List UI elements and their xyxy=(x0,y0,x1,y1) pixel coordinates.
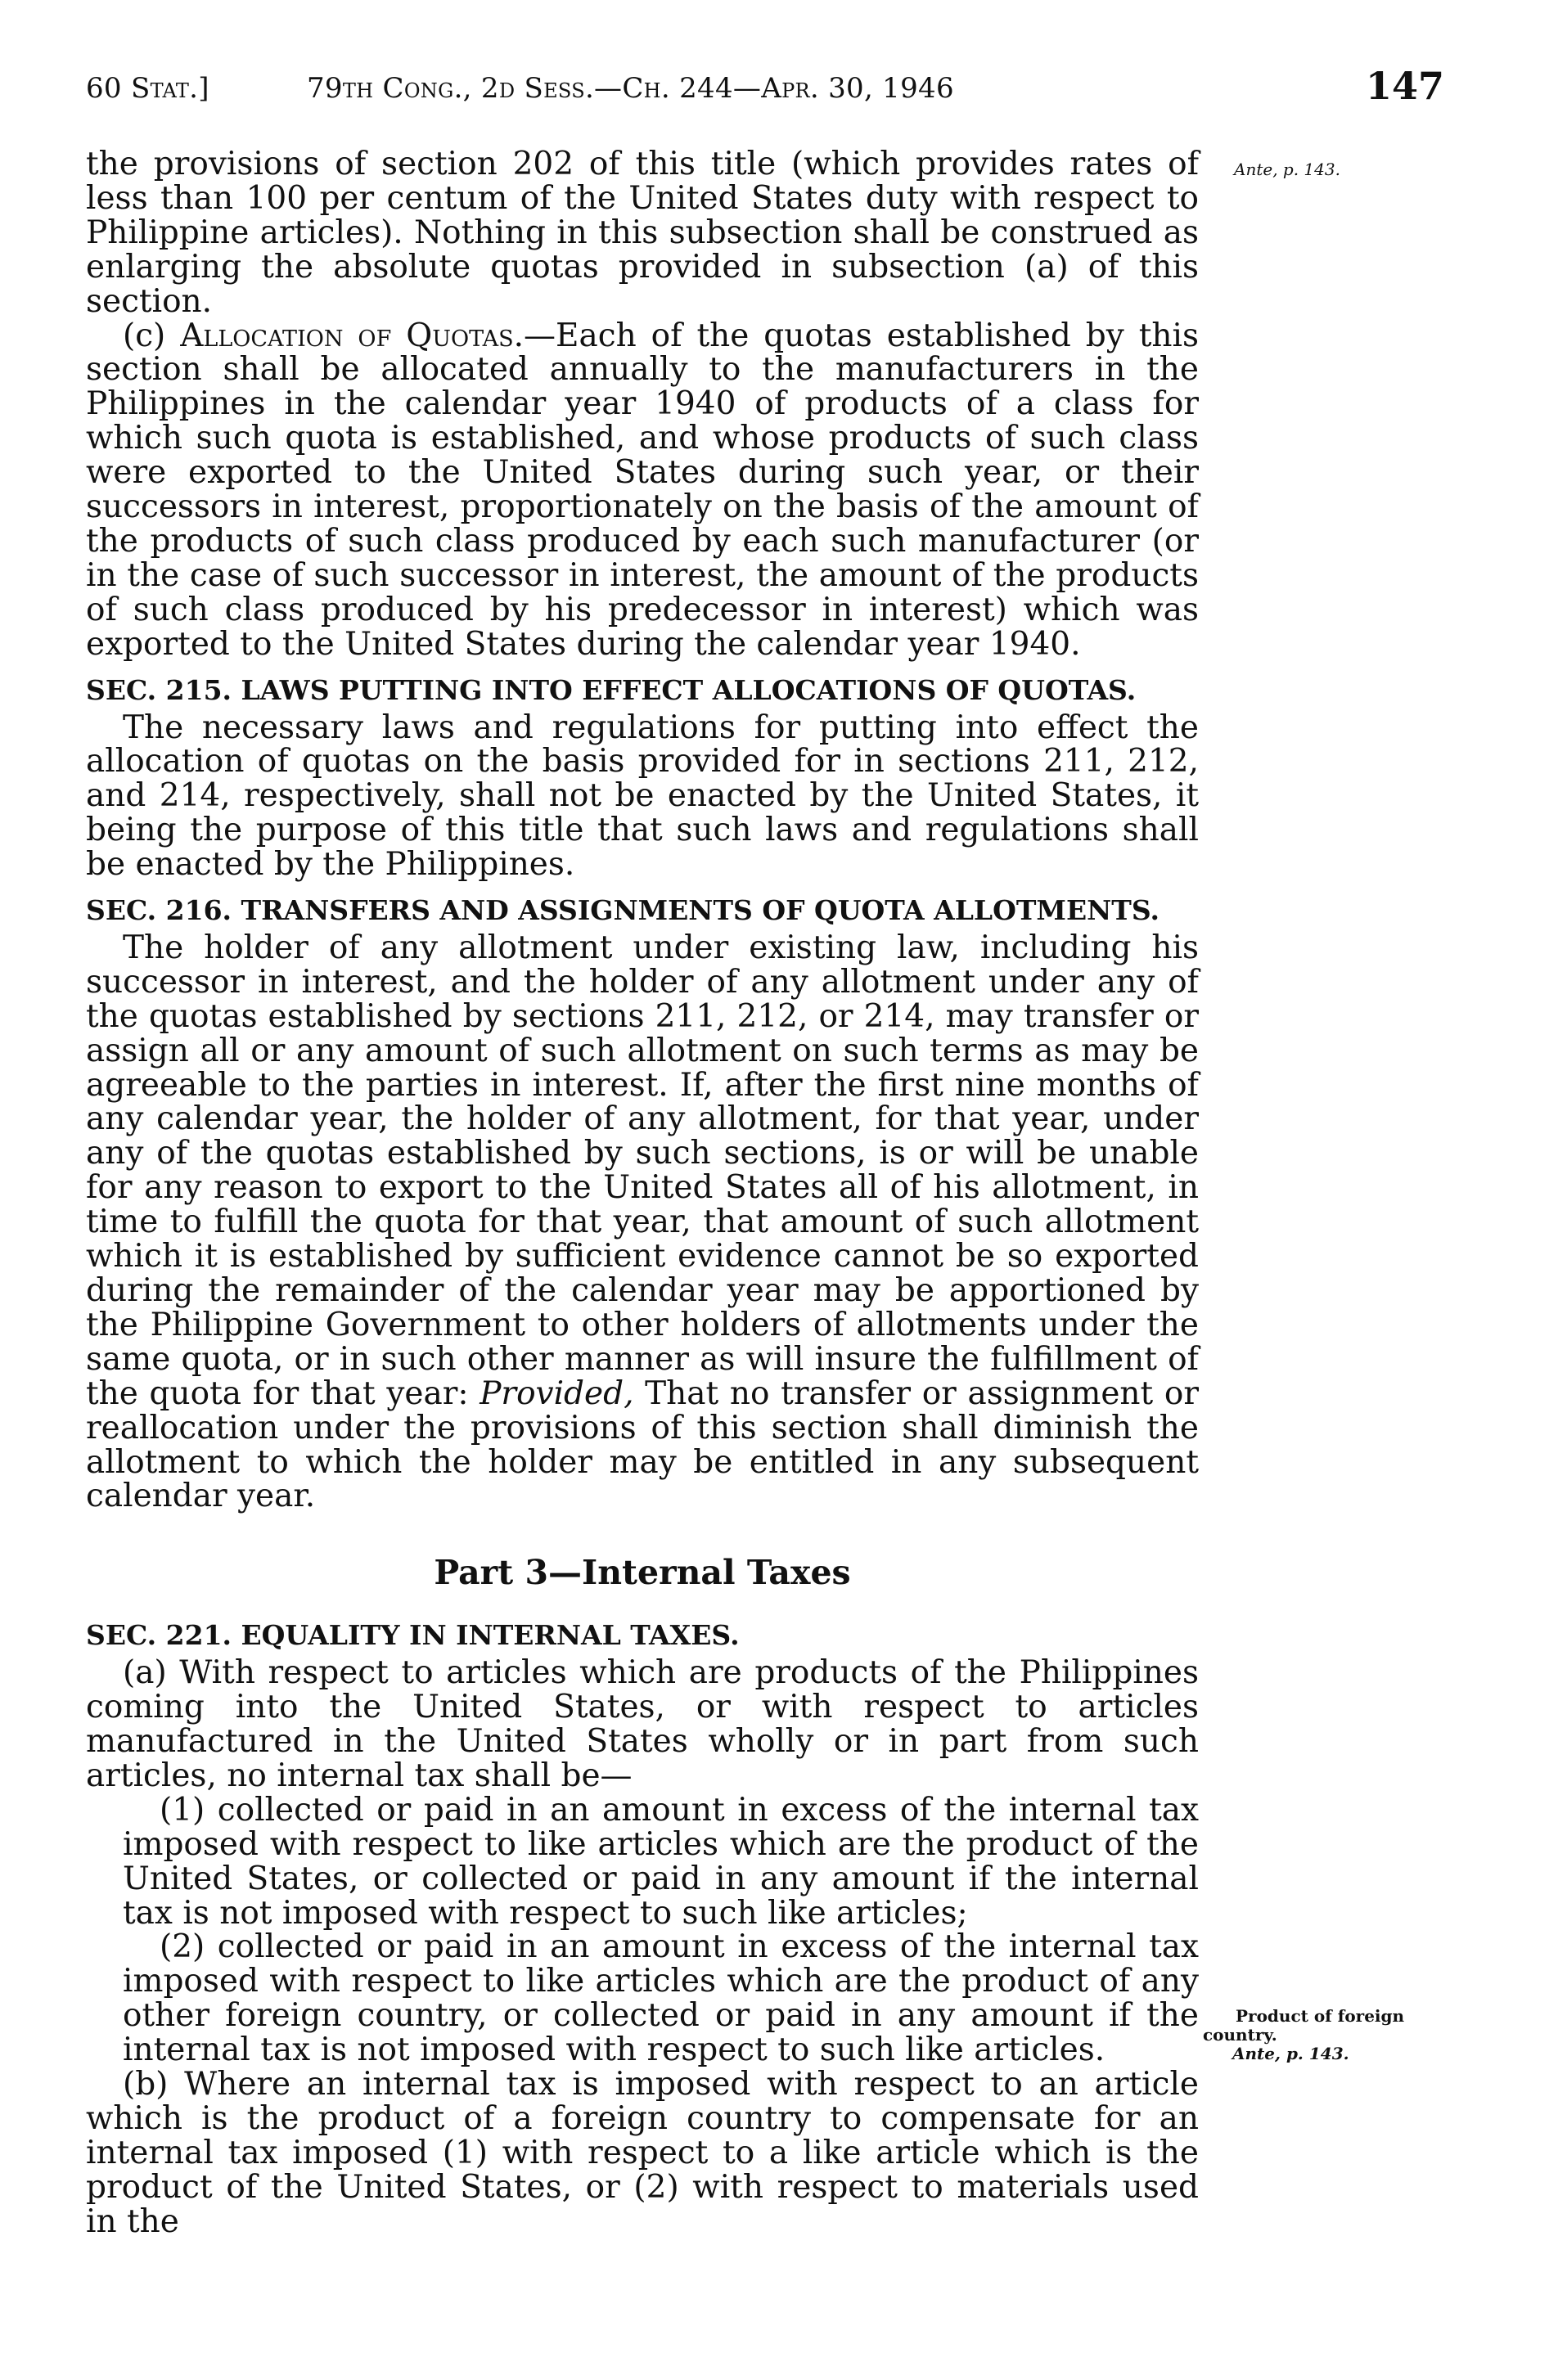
provided-term: Provided, xyxy=(480,1374,634,1412)
section-heading-221: SEC. 221. EQUALITY IN INTERNAL TAXES. xyxy=(86,1619,740,1652)
clause-221-a-2: (2) collected or paid in an amount in excess of the internal tax imposed with respect to like articles which are the product of any other foreign country, or collected or paid in any amount if the internal tax is not imposed with respect to such like articles. xyxy=(123,1928,1199,2069)
margin-note-line: country. xyxy=(1203,2025,1277,2045)
part-heading: Part 3—Internal Taxes xyxy=(434,1553,851,1593)
running-header xyxy=(86,64,1444,121)
section-text-215: The necessary laws and regulations for putting into effect the allocation of quotas on the basis provided for in sections 211, 212, and 214, respectively, shall not be enacted by the United States, it being the purpose of this title that such laws and regulations shall be enacted by the Philippines. xyxy=(86,709,1199,884)
paragraph-continuation: the provisions of section 202 of this title (which provides rates of less than 100 per centum of the United States duty with respect to Philippine articles). Nothing in this subsection shall be construed as enlarging the absolute quotas provided in subsection (a) of this section. xyxy=(86,146,1199,320)
subsection-221-a: (a) With respect to articles which are products of the Philippines coming into the United States, or with respect to articles manufactured in the United States wholly or in part from such articles, no internal tax shall be— xyxy=(86,1654,1199,1794)
section-heading-215: SEC. 215. LAWS PUTTING INTO EFFECT ALLOCATIONS OF QUOTAS. xyxy=(86,673,1137,706)
subsection-label: (c) xyxy=(123,317,181,354)
header-session-citation: 79th Cong., 2d Sess.—Ch. 244—Apr. 30, 1946 xyxy=(307,72,954,105)
section-text-216-part-a: The holder of any allotment under existing law, including his successor in interest, and the holder of any allotment under any of the quotas established by sections 211, 212, or 214, may transfer or assign all or any amount of such allotment on such terms as may be agreeable to the parties in interest. If, after the first nine months of any calendar year, the holder of any allotment, for that year, under any of the quotas established by such sections, is or will be unable for any reason to export to the United States all of his allotment, in time to fulfill the quota for that year, that amount of such allotment which it is established by sufficient evidence cannot be so exported during the remainder of the calendar year may be apportioned by the Philippine Government to other holders of allotments under the same quota, or in such other manner as will insure the fulfillment of the quota for that year: xyxy=(86,929,1199,1412)
header-stat-reference: 60 Stat.] xyxy=(86,72,209,105)
margin-note-product-of-foreign-country xyxy=(1203,2007,1448,2063)
subsection-221-b: (b) Where an internal tax is imposed with respect to an article which is the product of a foreign country to compensate for an internal tax imposed (1) with respect to a like article which is the product of the United States, or (2) with respect to materials used in the xyxy=(86,2066,1199,2240)
clause-221-a-1: (1) collected or paid in an amount in excess of the internal tax imposed with respect to like articles which are the product of the United States, or collected or paid in any amount if the internal tax is not imposed with respect to such like articles; xyxy=(123,1791,1199,1932)
section-text-216 xyxy=(86,931,1199,1514)
section-text-216-part-b: That no transfer or assignment or reallocation under the provisions of this section shall diminish the allotment to which the holder may be entitled in any subsequent calendar year. xyxy=(86,1374,1199,1515)
margin-note-ante-143-second: Ante, p. 143. xyxy=(1232,2044,1349,2063)
section-heading-216: SEC. 216. TRANSFERS AND ASSIGNMENTS OF QUOTA ALLOTMENTS. xyxy=(86,894,1159,927)
margin-note-ante-143: Ante, p. 143. xyxy=(1234,160,1340,179)
margin-note-line: Product of foreign xyxy=(1236,2006,1405,2026)
subsection-text: —Each of the quotas established by this section shall be allocated annually to the manufacturers in the Philippines in the calendar year 1940 of products of a class for which such quota is established, and whose products of such class were exported to the United States during such year, or their successors in interest, proportionately on the basis of the amount of the products of such class produced by each such manufacturer (or in the case of such successor in interest, the amount of the products of such class produced by his predecessor in interest) which was exported to the United States during the calendar year 1940. xyxy=(86,317,1200,663)
body-text-column xyxy=(86,147,1199,2239)
subsection-heading: Allocation of Quotas. xyxy=(180,317,525,354)
paragraph-allocation-of-quotas xyxy=(86,319,1199,662)
page-number: 147 xyxy=(1365,64,1444,108)
